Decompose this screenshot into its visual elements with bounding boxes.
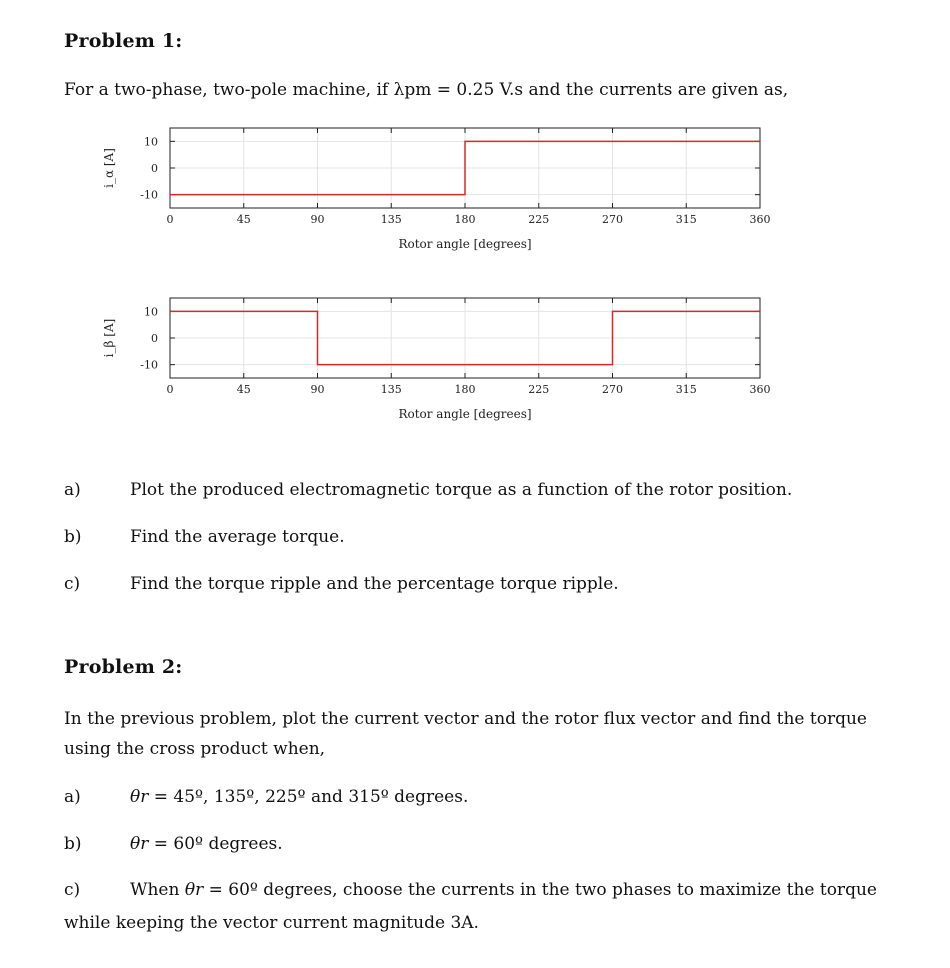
y-tick-label: -10 [140, 358, 158, 372]
x-tick-label: 45 [236, 213, 251, 226]
y-axis-label: i_β [A] [102, 318, 116, 358]
x-tick-label: 180 [454, 213, 476, 226]
x-tick-label: 360 [749, 383, 771, 396]
theta-math: θr = [184, 880, 229, 900]
theta-math: θr = [130, 834, 174, 854]
item-text-rest: 60º degrees, choose the currents in the two phases to maximize the torque [228, 880, 877, 900]
item-text [130, 787, 468, 807]
x-tick-label: 270 [602, 213, 623, 226]
x-axis-label: Rotor angle [degrees] [398, 407, 532, 421]
item-label: b) [64, 527, 82, 547]
item-label: a) [64, 787, 81, 807]
problem1-title: Problem 1: [64, 30, 183, 52]
item-text-rest: 45º, 135º, 225º and 315º degrees. [173, 787, 469, 807]
x-axis-label: Rotor angle [degrees] [398, 237, 532, 251]
x-tick-label: 315 [675, 383, 697, 396]
item-label: c) [64, 880, 81, 900]
item-text: Plot the produced electromagnetic torque as a function of the rotor position. [130, 480, 793, 500]
x-tick-label: 315 [675, 213, 697, 226]
chart-i-beta [80, 288, 780, 448]
item-text [130, 880, 877, 900]
y-tick-label: -10 [140, 188, 158, 202]
theta-math: θr = [130, 787, 174, 807]
x-tick-label: 270 [602, 383, 623, 396]
item-text [130, 834, 283, 854]
y-axis-label: i_α [A] [102, 148, 116, 188]
x-tick-label: 135 [380, 383, 402, 396]
item-text: Find the torque ripple and the percentage torque ripple. [130, 574, 619, 594]
x-tick-label: 0 [166, 383, 174, 396]
x-tick-label: 360 [749, 213, 771, 226]
chart-i-alpha [80, 118, 780, 278]
problem2-item-c-line2: while keeping the vector current magnitude 3A. [64, 913, 479, 933]
chart-i-beta-svg [80, 288, 780, 448]
y-tick-label: 0 [151, 162, 158, 175]
problem2-intro-line1: In the previous problem, plot the current vector and the rotor flux vector and find the torque [64, 709, 867, 729]
item-text-rest: 60º degrees. [173, 834, 283, 854]
item-label: c) [64, 574, 81, 594]
problem2-title: Problem 2: [64, 656, 183, 678]
y-tick-label: 10 [144, 305, 158, 319]
problem2-intro-line2: using the cross product when, [64, 739, 326, 759]
item-label: a) [64, 480, 81, 500]
x-tick-label: 225 [528, 213, 550, 226]
y-tick-label: 0 [151, 332, 158, 345]
item-text-pre: When [130, 880, 185, 900]
item-label: b) [64, 834, 82, 854]
x-tick-label: 90 [310, 383, 325, 396]
x-tick-label: 225 [528, 383, 550, 396]
x-tick-label: 180 [454, 383, 476, 396]
x-tick-label: 0 [166, 213, 174, 226]
chart-i-alpha-svg [80, 118, 780, 278]
x-tick-label: 135 [380, 213, 402, 226]
x-tick-label: 45 [236, 383, 251, 396]
x-tick-label: 90 [310, 213, 325, 226]
problem1-intro: For a two-phase, two-pole machine, if λpm = 0.25 V.s and the currents are given as, [64, 80, 789, 100]
item-text: Find the average torque. [130, 527, 345, 547]
y-tick-label: 10 [144, 135, 158, 149]
